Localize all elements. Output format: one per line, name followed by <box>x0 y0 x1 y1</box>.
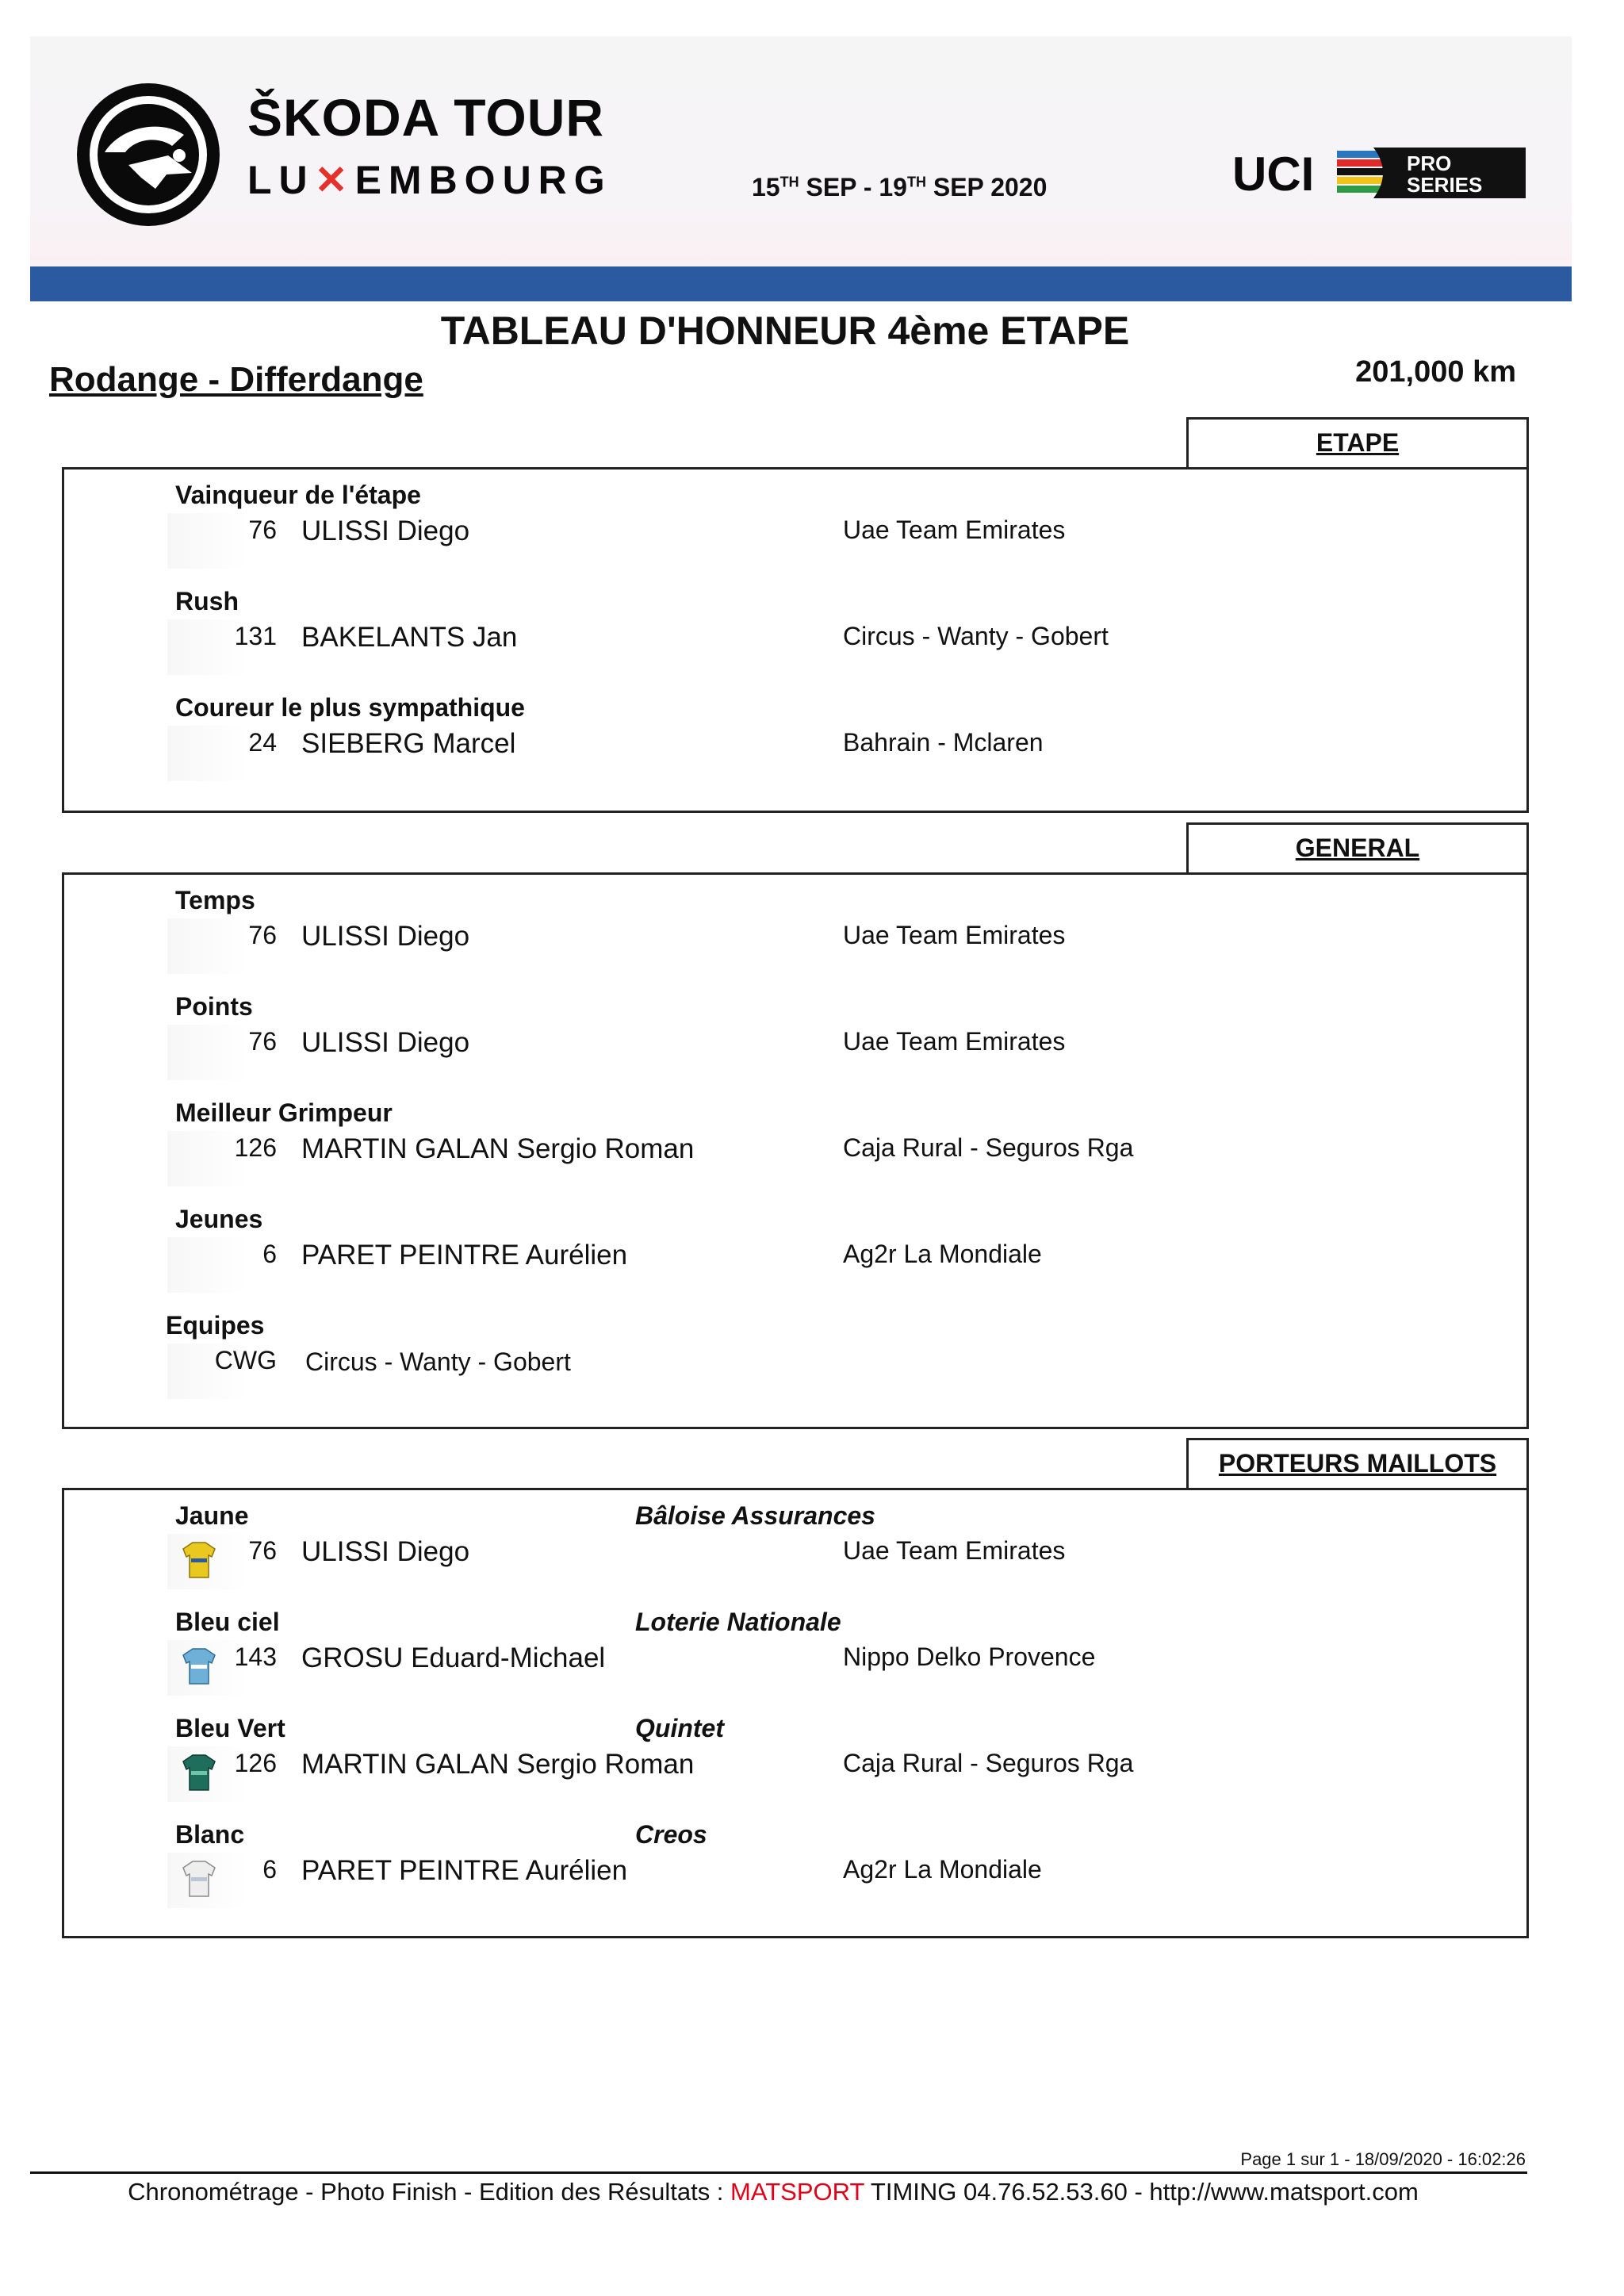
team-code: CWG <box>214 1346 277 1374</box>
category-label: Blanc <box>175 1820 245 1849</box>
rider-name: ULISSI Diego <box>301 1027 470 1058</box>
brand-subtitle-start: LU <box>247 158 315 202</box>
rider-number: 76 <box>248 516 277 544</box>
rider-name: GROSU Eduard-Michael <box>301 1642 606 1673</box>
date-start-day: 15 <box>752 173 780 201</box>
team-name: Circus - Wanty - Gobert <box>843 622 1109 650</box>
category-label: Vainqueur de l'étape <box>175 481 421 509</box>
rider-number: 126 <box>234 1133 277 1162</box>
rider-name: SIEBERG Marcel <box>301 728 516 759</box>
rider-name: BAKELANTS Jan <box>301 622 518 653</box>
team-name: Circus - Wanty - Gobert <box>305 1347 571 1376</box>
rider-number: 76 <box>248 1027 277 1056</box>
uci-text: UCI <box>1232 148 1315 201</box>
stage-route: Rodange - Differdange <box>49 360 423 399</box>
category-label: Temps <box>175 886 255 914</box>
brand-subtitle <box>247 157 612 203</box>
date-start-month: SEP <box>806 173 856 201</box>
tab-porteurs-maillots: PORTEURS MAILLOTS <box>1186 1438 1529 1490</box>
rider-name: ULISSI Diego <box>301 516 470 546</box>
category-label: Jaune <box>175 1501 249 1530</box>
footer-divider <box>30 2171 1527 2174</box>
date-start-suffix: TH <box>779 174 799 190</box>
rider-number: 6 <box>262 1855 277 1884</box>
rider-number: 24 <box>248 728 277 757</box>
category-label: Bleu Vert <box>175 1714 285 1742</box>
brand-subtitle-end: EMBOURG <box>354 158 612 202</box>
rider-name: ULISSI Diego <box>301 921 470 952</box>
rider-number: 131 <box>234 622 277 650</box>
jersey-sponsor: Quintet <box>635 1714 724 1742</box>
header-divider-bar <box>30 266 1572 301</box>
event-dates: 15TH SEP - 19TH SEP 2020 <box>752 173 1048 201</box>
team-name: Nippo Delko Provence <box>843 1642 1096 1671</box>
team-name: Ag2r La Mondiale <box>843 1855 1042 1884</box>
category-label: Rush <box>175 587 239 615</box>
rider-name: MARTIN GALAN Sergio Roman <box>301 1749 695 1780</box>
category-label: Equipes <box>166 1311 265 1340</box>
tab-general: GENERAL <box>1186 822 1529 875</box>
team-name: Uae Team Emirates <box>843 921 1066 949</box>
etape-section <box>62 467 1529 813</box>
category-label: Points <box>175 992 253 1021</box>
date-end-day: 19 <box>879 173 907 201</box>
rainbow-stripes-icon <box>1337 151 1385 193</box>
footer-credits-text: Chronométrage - Photo Finish - Edition des Résultats : <box>128 2178 731 2206</box>
stage-distance: 201,000 km <box>1355 355 1516 389</box>
footer-credits <box>0 2178 1546 2206</box>
jersey-sponsor: Bâloise Assurances <box>635 1501 875 1530</box>
date-end-suffix: TH <box>906 174 926 190</box>
rider-name: PARET PEINTRE Aurélien <box>301 1240 628 1271</box>
rider-number: 126 <box>234 1749 277 1777</box>
rider-name: MARTIN GALAN Sergio Roman <box>301 1133 695 1164</box>
rider-name: PARET PEINTRE Aurélien <box>301 1855 628 1886</box>
series-text: SERIES <box>1407 173 1483 197</box>
rider-number: 6 <box>262 1240 277 1268</box>
team-name: Bahrain - Mclaren <box>843 728 1044 757</box>
rider-number: 143 <box>234 1642 277 1671</box>
category-label: Bleu ciel <box>175 1608 280 1636</box>
team-name: Uae Team Emirates <box>843 516 1066 544</box>
general-section <box>62 872 1529 1429</box>
category-label: Jeunes <box>175 1205 263 1233</box>
jersey-sponsor: Creos <box>635 1820 707 1849</box>
team-name: Caja Rural - Seguros Rga <box>843 1133 1134 1162</box>
tab-etape: ETAPE <box>1186 417 1529 470</box>
brand-x-icon: ✕ <box>314 158 355 202</box>
page-title: TABLEAU D'HONNEUR 4ème ETAPE <box>440 309 1130 353</box>
team-name: Uae Team Emirates <box>843 1027 1066 1056</box>
uci-pro-series-logo <box>1231 143 1526 203</box>
category-label: Coureur le plus sympathique <box>175 693 525 722</box>
page-meta: Page 1 sur 1 - 18/09/2020 - 16:02:26 <box>1240 2149 1526 2169</box>
rider-number: 76 <box>248 921 277 949</box>
brand-title: ŠKODA TOUR <box>247 88 605 147</box>
team-name: Caja Rural - Seguros Rga <box>843 1749 1134 1777</box>
team-name: Uae Team Emirates <box>843 1536 1066 1565</box>
footer-contact: TIMING 04.76.52.53.60 - http://www.matsport.com <box>864 2178 1419 2206</box>
rider-name: ULISSI Diego <box>301 1536 470 1567</box>
date-end-rest: SEP 2020 <box>933 173 1048 201</box>
category-label: Meilleur Grimpeur <box>175 1098 393 1127</box>
team-name: Ag2r La Mondiale <box>843 1240 1042 1268</box>
skoda-logo-icon <box>73 79 224 230</box>
pro-text: PRO <box>1407 151 1452 175</box>
maillots-section <box>62 1488 1529 1938</box>
rider-number: 76 <box>248 1536 277 1565</box>
footer-brand: MATSPORT <box>730 2178 864 2206</box>
jersey-sponsor: Loterie Nationale <box>635 1608 841 1636</box>
